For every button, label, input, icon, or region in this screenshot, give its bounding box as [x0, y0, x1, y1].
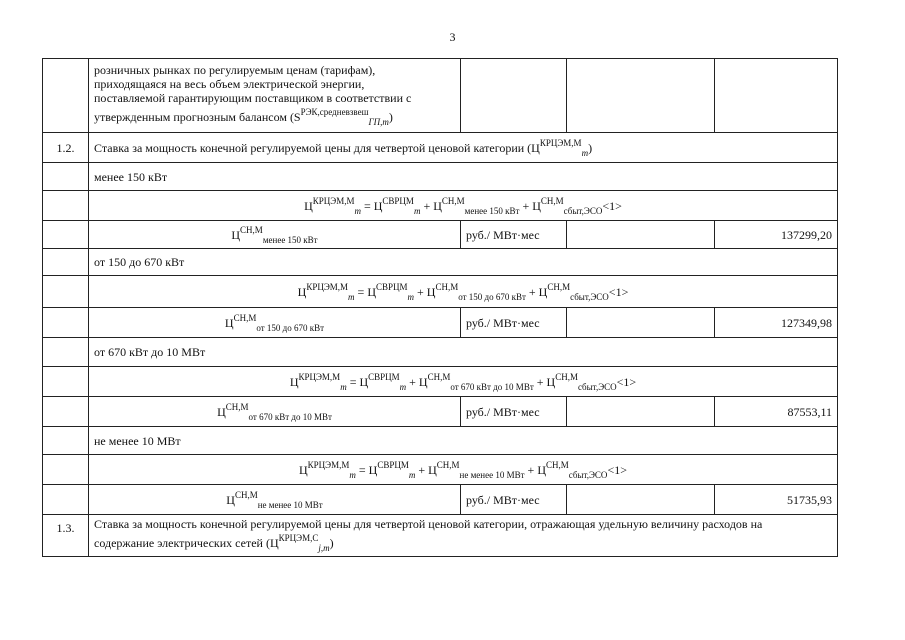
subscript: m: [340, 381, 347, 392]
formula: [89, 191, 838, 221]
subscript: сбыт,ЭСО: [570, 291, 609, 302]
superscript: СН,М: [545, 459, 569, 470]
group-label: не менее 10 МВт: [89, 427, 838, 455]
subscript: не менее 10 МВт: [459, 469, 525, 480]
superscript: РЭК,средневзвеш: [300, 106, 369, 117]
unit-cell: руб./ МВт·мес: [461, 308, 567, 338]
subscript: m: [407, 291, 414, 302]
subscript: m: [354, 205, 361, 216]
symbol-cell: [89, 221, 461, 249]
formula-row: [43, 367, 838, 397]
text-fragment: ): [388, 109, 393, 124]
table-row: [43, 59, 838, 133]
text-fragment: = Ц: [360, 198, 383, 213]
superscript: СН,М: [225, 401, 249, 412]
subscript: ГП,m: [368, 116, 389, 127]
section-row: [43, 515, 838, 557]
text-fragment: Ц: [299, 462, 308, 477]
subscript: от 150 до 670 кВт: [458, 291, 526, 302]
text-fragment: <1>: [607, 462, 627, 477]
unit-cell: руб./ МВт·мес: [461, 221, 567, 249]
section-number: 1.3.: [43, 515, 89, 557]
subscript: m: [408, 469, 416, 480]
superscript: СВРЦМ: [382, 195, 414, 206]
empty-cell: [567, 485, 715, 515]
group-label: менее 150 кВт: [89, 163, 838, 191]
formula: [89, 367, 838, 397]
text-fragment: + Ц: [415, 462, 437, 477]
subscript: от 150 до 670 кВт: [256, 322, 325, 333]
formula-row: [43, 191, 838, 221]
subscript: менее 150 кВт: [262, 234, 318, 245]
value-cell: 127349,98: [715, 308, 838, 338]
text-fragment: Ц: [226, 492, 235, 507]
empty-cell: [567, 59, 715, 133]
text-fragment: + Ц: [524, 462, 546, 477]
empty-cell: [567, 221, 715, 249]
value-cell: 51735,93: [715, 485, 838, 515]
subscript: от 670 кВт до 10 МВт: [248, 411, 332, 422]
title-text: Ставка за мощность конечной регулируемой цены для четвертой ценовой категории (Ц: [94, 140, 540, 155]
symbol-cell: [89, 397, 461, 427]
symbol-cell: [89, 308, 461, 338]
symbol-cell: [89, 485, 461, 515]
text-fragment: + Ц: [533, 374, 556, 389]
text-line: [94, 105, 455, 129]
superscript: СН,М: [547, 281, 571, 292]
text-fragment: + Ц: [414, 284, 436, 299]
group-label: от 670 кВт до 10 МВт: [89, 338, 838, 367]
group-label-row: [43, 163, 838, 191]
unit-cell: руб./ МВт·мес: [461, 397, 567, 427]
text-fragment: Ц: [297, 284, 307, 299]
superscript: СВРЦМ: [368, 371, 400, 382]
group-label: от 150 до 670 кВт: [89, 249, 838, 276]
section-number: 1.2.: [43, 133, 89, 163]
text-fragment: = Ц: [354, 284, 376, 299]
formula-row: [43, 455, 838, 485]
superscript: СН,М: [540, 195, 564, 206]
row-description: [89, 59, 461, 133]
group-label-row: [43, 427, 838, 455]
value-row: [43, 485, 838, 515]
section-title: [89, 515, 838, 557]
text-line: Ставка за мощность конечной регулируемой цены для четвертой ценовой категории, отражающая удельную величину расходов на: [94, 516, 763, 531]
superscript: КРЦЭМ,М: [306, 281, 349, 292]
superscript: СН,М: [441, 195, 465, 206]
subscript: m: [349, 469, 356, 480]
row-number-cell: [43, 59, 89, 133]
text-fragment: <1>: [616, 374, 637, 389]
text-fragment: ): [588, 140, 593, 155]
subscript: m: [348, 291, 355, 302]
text-fragment: + Ц: [519, 198, 541, 213]
page-number: 3: [449, 30, 456, 44]
formula: [89, 455, 838, 485]
superscript: СН,М: [234, 489, 258, 500]
text-fragment: ): [329, 535, 334, 550]
superscript: СН,М: [427, 371, 451, 382]
superscript: СН,М: [233, 312, 257, 323]
subscript: сбыт,ЭСО: [563, 205, 603, 216]
section-row: [43, 133, 838, 163]
value-cell: [715, 59, 838, 133]
value-row: [43, 308, 838, 338]
text-line: [94, 531, 832, 555]
text-fragment: = Ц: [346, 374, 369, 389]
subscript: не менее 10 МВт: [257, 499, 323, 510]
text-fragment: утвержденным прогнозным балансом (S: [94, 109, 301, 124]
value-row: [43, 221, 838, 249]
text-fragment: Ц: [224, 315, 234, 330]
text-line: розничных рынках по регулируемым ценам (тарифам),: [94, 62, 376, 77]
group-label-row: [43, 338, 838, 367]
subscript: j,m: [318, 542, 330, 553]
text-fragment: + Ц: [406, 374, 428, 389]
text-fragment: + Ц: [420, 198, 442, 213]
text-fragment: = Ц: [355, 462, 378, 477]
empty-cell: [567, 397, 715, 427]
text-line: приходящаяся на весь объем электрической энергии,: [94, 76, 365, 91]
superscript: КРЦЭМ,М: [298, 371, 341, 382]
empty-cell: [567, 308, 715, 338]
superscript: КРЦЭМ,М: [307, 459, 350, 470]
subscript: m: [399, 381, 407, 392]
text-line: поставляемой гарантирующим поставщиком в соответствии с: [94, 90, 412, 105]
section-title: [89, 133, 838, 163]
subscript: m: [413, 205, 421, 216]
value-cell: 87553,11: [715, 397, 838, 427]
formula: [89, 276, 838, 308]
superscript: СН,М: [435, 281, 459, 292]
value-cell: 137299,20: [715, 221, 838, 249]
text-fragment: Ц: [304, 198, 313, 213]
text-fragment: содержание электрических сетей (Ц: [94, 535, 279, 550]
text-fragment: Ц: [289, 374, 299, 389]
superscript: КРЦЭМ,С: [278, 532, 319, 543]
subscript: m: [581, 147, 589, 158]
text-fragment: Ц: [231, 227, 241, 242]
superscript: СН,М: [240, 224, 263, 235]
superscript: КРЦЭМ,М: [539, 137, 582, 148]
tariff-table: [42, 58, 838, 557]
unit-cell: [461, 59, 567, 133]
subscript: менее 150 кВт: [464, 205, 520, 216]
subscript: сбыт,ЭСО: [568, 469, 608, 480]
text-fragment: + Ц: [525, 284, 548, 299]
superscript: КРЦЭМ,М: [312, 195, 355, 206]
superscript: СВРЦМ: [377, 459, 409, 470]
group-label-row: [43, 249, 838, 276]
subscript: от 670 кВт до 10 МВт: [450, 381, 534, 392]
text-fragment: Ц: [217, 404, 226, 419]
text-fragment: <1>: [602, 198, 622, 213]
text-fragment: <1>: [608, 284, 629, 299]
superscript: СН,М: [436, 459, 460, 470]
unit-cell: руб./ МВт·мес: [461, 485, 567, 515]
value-row: [43, 397, 838, 427]
superscript: СВРЦМ: [375, 281, 408, 292]
formula-row: [43, 276, 838, 308]
subscript: сбыт,ЭСО: [577, 381, 617, 392]
superscript: СН,М: [555, 371, 578, 382]
